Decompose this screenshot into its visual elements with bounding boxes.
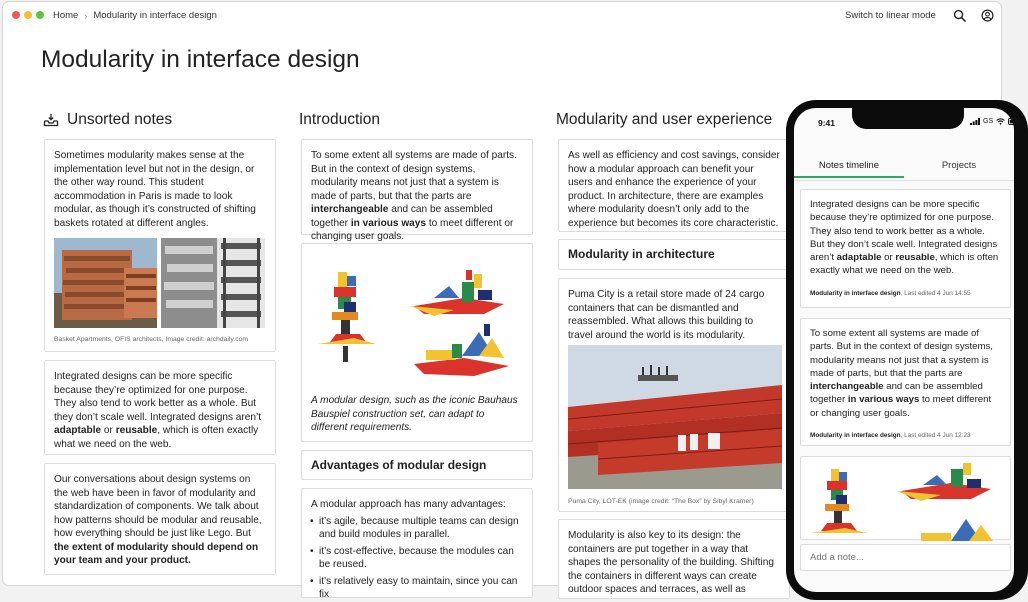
bold-text: in various ways (350, 217, 427, 229)
bold-text: in various ways (847, 394, 920, 406)
tab-notes-timeline[interactable]: Notes timeline (794, 148, 904, 178)
page-title: Modularity in interface design (41, 46, 360, 73)
last-edited: , Last edited 4 Jun 12:23 (900, 432, 971, 440)
bold-text: adaptable (54, 425, 102, 436)
list-item: • it’s cost-effective, because the modules can be reused. (311, 545, 523, 572)
note-meta (810, 429, 1001, 442)
note-text (810, 198, 1001, 278)
image-caption: Basket Apartments, OFIS architects, Image credit: archdaily.com (54, 336, 249, 343)
heading-card[interactable] (301, 450, 533, 480)
last-edited: , Last edited 4 Jun 14:55 (900, 289, 971, 297)
switch-linear-mode-button[interactable]: Switch to linear mode (845, 10, 936, 21)
note-text: Puma City is a retail store made of 24 cargo containers that can be dismantled and reassembled. What allows this building to travel around the world is its modularity. (568, 289, 765, 341)
timeline-image-card[interactable] (800, 456, 1011, 540)
bauhaus-bauspiel-illustration (314, 254, 522, 389)
note-text: Integrated designs can be more specific because they’re optimized for one purpose. They also tend to work better as a whole. But they don’t scale well. Integrated designs aren’t (54, 371, 262, 423)
phone-notch (852, 107, 964, 129)
note-text: Modularity is also key to its design: the containers are put together in a way that shapes the personality of the building. Shifting the containers in different ways can create outdoor spaces and terraces, as well as (568, 530, 774, 595)
caption-text: A modular design, such as the iconic Bauhaus Bauspiel construction set, can adapt to different requirements. (311, 395, 518, 433)
wifi-icon (996, 118, 1005, 125)
signal-icon (970, 118, 980, 125)
list-item: • it’s agile, because multiple teams can design and build modules in parallel. (311, 515, 523, 542)
bauhaus-bauspiel-illustration (801, 457, 1011, 541)
advantages-list (311, 515, 523, 602)
note-text-part: To some extent all systems are made of parts. But in the context of design systems, modularity means not just that a system is made of parts, but that the parts are (810, 328, 993, 379)
note-text-part: to meet different or changing user goals. (810, 394, 992, 419)
status-time: 9:41 (818, 118, 836, 128)
bold-text: reusable (115, 425, 158, 436)
phone-screen (794, 108, 1014, 592)
breadcrumb (53, 10, 217, 21)
note-card[interactable] (558, 278, 790, 512)
column-header-ux (556, 111, 772, 129)
timeline-note-card[interactable] (800, 318, 1011, 446)
tab-projects[interactable]: Projects (941, 160, 977, 171)
basket-apartments-detail-photo (161, 238, 265, 328)
bold-text: the extent of modularity should depend on your team and your product. (54, 541, 259, 566)
note-text (810, 327, 1001, 420)
column-header-introduction (299, 111, 380, 129)
chevron-right-icon: › (84, 10, 88, 21)
column-header-unsorted (43, 111, 172, 129)
note-card[interactable] (301, 488, 533, 598)
puma-city-photo (568, 345, 782, 489)
phone-device (786, 100, 1028, 600)
section-heading: Modularity in architecture (568, 247, 715, 261)
close-window-button[interactable] (12, 11, 20, 19)
note-text-part: , which is often exactly what we need on the web. (810, 252, 999, 277)
note-text: and can be assembled together (311, 204, 493, 229)
tab-divider (794, 180, 1014, 181)
breadcrumb-current: Modularity in interface design (93, 10, 217, 21)
note-card[interactable] (44, 463, 276, 575)
image-caption (311, 394, 523, 435)
breadcrumb-home[interactable]: Home (53, 10, 79, 21)
heading-card[interactable] (558, 239, 790, 270)
note-text: To some extent all systems are made of parts. But in the context of design systems, modularity means not just that a system is made of parts, but that the parts are (311, 150, 517, 202)
note-text: A modular approach has many advantages: (311, 499, 506, 510)
inbox-icon (43, 113, 59, 127)
note-text: to meet different or changing user goals. (311, 217, 514, 242)
column-title: Unsorted notes (67, 111, 173, 128)
note-text: , which is often exactly what we need on the web. (54, 425, 259, 450)
note-source-title[interactable]: Modularity in interface design (810, 289, 901, 297)
bold-text: adaptable (836, 252, 882, 264)
note-card[interactable] (44, 139, 276, 352)
search-icon[interactable] (953, 9, 966, 22)
note-card[interactable] (558, 139, 790, 232)
minimize-window-button[interactable] (24, 11, 32, 19)
column-title: Modularity and user experience (556, 111, 773, 128)
image-caption: Puma City, LOT-EK (image credit: “The Box” by Sibyl Kramer) (568, 498, 754, 505)
note-text: As well as efficiency and cost savings, consider how a modular approach can benefit your users and enhance the experience of your product. In architecture, there are examples where modularity doesn’t only add to the experience but becomes its core characteristic. (568, 150, 780, 229)
bold-text: interchangeable (810, 381, 884, 393)
zoom-window-button[interactable] (36, 11, 44, 19)
note-text: Sometimes modularity makes sense at the implementation level but not in the design, or the other way round. This student accommodation in Paris is made to look modular, as though it’s constructed of shifting baskets rotated at different angles. (54, 150, 256, 229)
carrier-label: GS (983, 118, 994, 125)
bold-text: interchangeable (311, 204, 389, 215)
column-title: Introduction (299, 111, 380, 128)
note-text-part: Integrated designs can be more specific because they’re optimized for one purpose. They also tend to work better as a whole. But they don’t scale well. Integrated designs aren’t (810, 199, 998, 264)
basket-apartments-photo (54, 238, 157, 328)
battery-icon (1008, 118, 1021, 125)
note-source-title[interactable]: Modularity in interface design (810, 432, 901, 440)
account-icon[interactable] (981, 9, 994, 22)
title-bar (3, 2, 1001, 29)
note-text-part: or (881, 252, 896, 264)
section-heading: Advantages of modular design (311, 458, 487, 472)
list-item: • it’s relatively easy to maintain, since you can fix (311, 575, 523, 602)
status-bar-indicators (970, 118, 1021, 125)
note-card[interactable] (301, 243, 533, 442)
note-card[interactable] (301, 139, 533, 242)
timeline-note-card[interactable] (800, 189, 1011, 308)
note-card[interactable] (558, 519, 790, 599)
note-text-part: and can be assembled together (810, 381, 983, 406)
note-card[interactable] (44, 360, 276, 455)
note-meta (810, 287, 1001, 300)
note-text: or (101, 425, 116, 436)
phone-tabs (794, 148, 1014, 178)
bold-text: reusable (895, 252, 935, 264)
note-text: Our conversations about design systems on the web have been in favor of modularity and standardization of components. We talk about how patterns should be modular and reusable, how everything should be just like Lego. But (54, 474, 262, 539)
add-note-input[interactable] (800, 544, 1011, 571)
